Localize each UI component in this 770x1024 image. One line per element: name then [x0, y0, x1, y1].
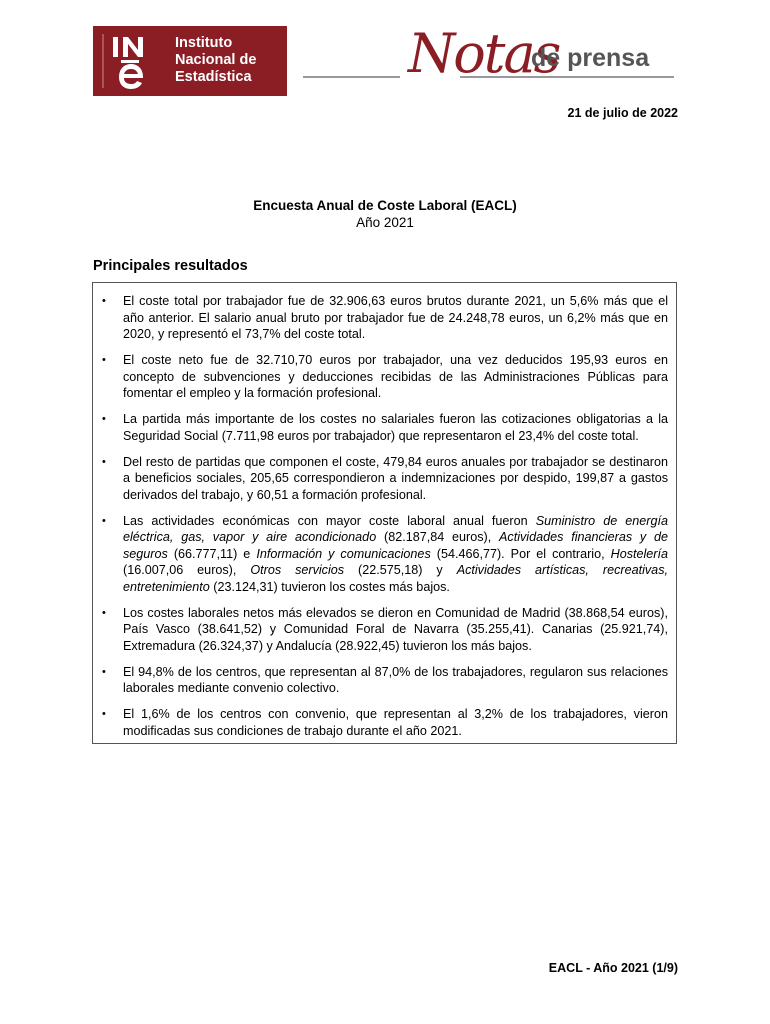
- result-item-text: Del resto de partidas que componen el coste, 479,84 euros anuales por trabajador se destinaron a beneficios sociales, 205,65 correspondieron a indemnizaciones por despido, 199,87 a gastos derivados del trabajo, y 60,51 a formación profesional.: [123, 454, 668, 502]
- result-item: [93, 706, 668, 739]
- result-item-emphasis: Información y comunicaciones: [256, 546, 431, 561]
- notas-wordmark: Notas: [408, 22, 560, 85]
- publication-date: 21 de julio de 2022: [567, 106, 678, 120]
- result-item-emphasis: Otros servicios: [250, 563, 345, 577]
- results-box: [92, 282, 677, 744]
- results-list: [93, 293, 668, 739]
- ine-logo-mark: [99, 31, 161, 91]
- document-title-block: [0, 197, 770, 231]
- bullet-icon: •: [102, 708, 106, 720]
- bullet-icon: •: [102, 413, 106, 425]
- result-item-text: El coste neto fue de 32.710,70 euros por trabajador, una vez deducidos 195,93 euros en concepto de subvenciones y deducciones recibidas de las Administraciones Públicas para fomentar el empleo y la formación profesional.: [123, 353, 668, 400]
- result-item-text: El 1,6% de los centros con convenio, que representan al 3,2% de los trabajadores, vieron modificadas sus condiciones de trabajo durante el año 2021.: [123, 707, 668, 738]
- result-item-text: (82.187,84 euros),: [376, 530, 500, 544]
- result-item-text: Los costes laborales netos más elevados se dieron en Comunidad de Madrid (38.868,54 euros), País Vasco (38.641,52) y Comunidad Foral de Navarra (35.255,41). Canarias (25.921,74), Extremadura (26.324,37) y Andalucía (28.922,45) tuvieron los más bajos.: [123, 605, 668, 653]
- result-item-text: El 94,8% de los centros, que representan al 87,0% de los trabajadores, regularon sus relaciones laborales mediante convenio colectivo.: [123, 664, 668, 695]
- result-item: [93, 664, 668, 697]
- ine-logo-text: [175, 35, 256, 86]
- ine-logo-line1: Instituto: [175, 35, 233, 51]
- result-item-text: (16.007,06 euros),: [123, 563, 251, 577]
- result-item-emphasis: Actividades financieras y de seguros: [123, 530, 669, 561]
- ine-logo-line2: Nacional de: [175, 52, 257, 68]
- bullet-icon: •: [102, 295, 106, 307]
- document-subtitle: Año 2021: [356, 215, 414, 230]
- bullet-icon: •: [102, 455, 106, 468]
- result-item-text: El coste total por trabajador fue de 32.906,63 euros brutos durante 2021, un 5,6% más que el año anterior. El salario anual bruto por trabajador fue de 24.248,78 euros, un 6,2% más que en 2020, y representó el 73,7% del coste total.: [123, 294, 668, 341]
- result-item-emphasis: Actividades artísticas, recreativas, entretenimiento: [123, 563, 668, 594]
- result-item: [93, 293, 668, 343]
- result-item-text: Las actividades económicas con mayor coste laboral anual fueron: [123, 513, 536, 528]
- bullet-icon: •: [102, 514, 106, 527]
- result-item-text: (22.575,18) y: [344, 563, 457, 577]
- result-item: [93, 411, 668, 444]
- bullet-icon: •: [102, 606, 106, 619]
- result-item: [93, 513, 668, 596]
- result-item: [93, 605, 668, 655]
- result-item-text: (23.124,31) tuvieron los costes más bajos.: [209, 579, 450, 594]
- document-title: Encuesta Anual de Coste Laboral (EACL): [253, 198, 517, 213]
- result-item: [93, 352, 668, 402]
- result-item-emphasis: Suministro de energía eléctrica, gas, vapor y aire acondicionado: [123, 513, 668, 544]
- bullet-icon: •: [102, 665, 106, 678]
- section-heading: Principales resultados: [93, 258, 248, 274]
- page-footer: EACL - Año 2021 (1/9): [548, 961, 678, 975]
- result-item-emphasis: Hostelería: [610, 546, 668, 561]
- result-item-text: La partida más importante de los costes no salariales fueron las cotizaciones obligatorias a la Seguridad Social (7.711,98 euros por trabajador) que representaron el 23,4% del coste total.: [123, 412, 668, 443]
- result-item-text: (54.466,77). Por el contrario,: [430, 546, 611, 561]
- ine-logo-line3: Estadística: [175, 69, 252, 85]
- result-item-text: (66.777,11) e: [167, 546, 257, 561]
- bullet-icon: •: [102, 354, 106, 366]
- prensa-wordmark: de prensa: [531, 44, 650, 72]
- ine-logo: [93, 26, 287, 96]
- result-item: [93, 454, 668, 504]
